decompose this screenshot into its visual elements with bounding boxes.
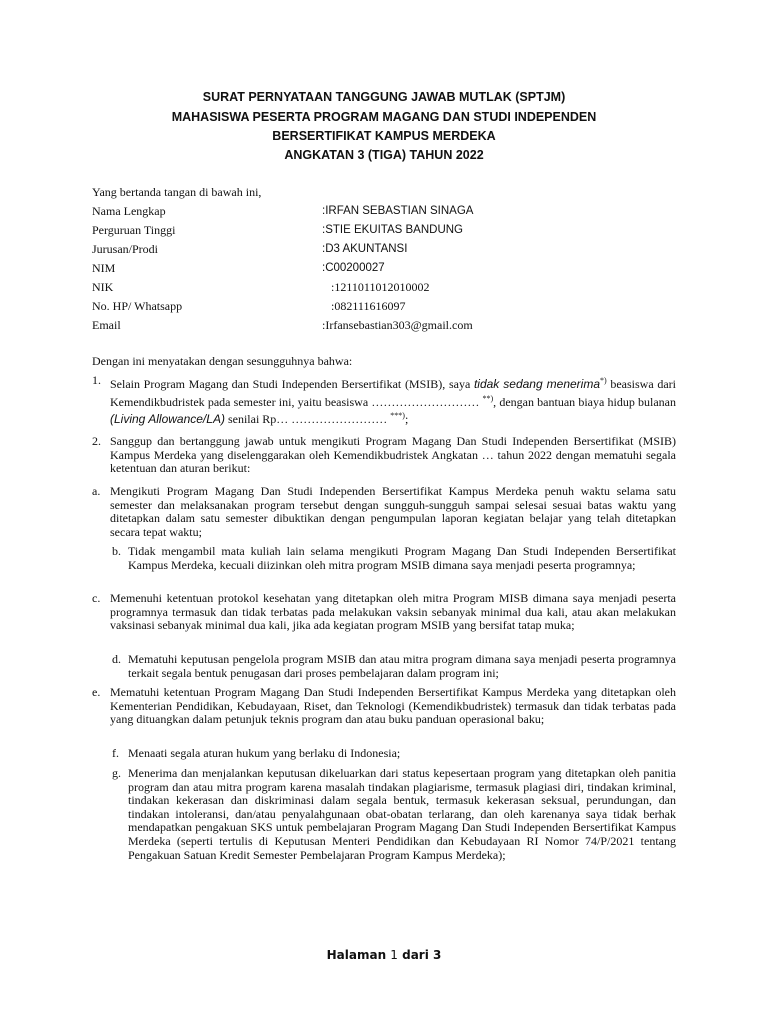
numbered-item-1 <box>92 373 676 427</box>
item-text-italic: (Living Allowance/LA) <box>110 412 225 427</box>
sub-item-marker: e. <box>92 685 101 699</box>
item-text: Sanggup dan bertanggung jawab untuk mengikuti Program Magang Dan Studi Independen Bersertifikat (MSIB) Kampus Merdeka yang diselenggarakan oleh Kemendikbudristek Angkatan … tahun 2022 dengan mematuhi segala ketentuan dan aturan berikut: <box>110 434 676 476</box>
numbered-item-2 <box>92 434 676 476</box>
identity-label: Perguruan Tinggi <box>92 223 176 237</box>
identity-value: :IRFAN SEBASTIAN SINAGA <box>322 205 474 217</box>
identity-label: NIM <box>92 261 116 275</box>
item-marker: 1. <box>92 373 101 387</box>
identity-label: Nama Lengkap <box>92 204 166 218</box>
identity-label: Email <box>92 318 121 332</box>
sub-item-text: Mematuhi ketentuan Program Magang Dan Studi Independen Bersertifikat Kampus Merdeka yang ditetapkan oleh Kementerian Pendidikan, Kebudayaan, Riset, dan Teknologi (Kemendikbudristek) termasuk dan tidak terbatas pada yang dituangkan dalam petunjuk teknis program dan atau buku panduan operasional baku; <box>110 685 676 727</box>
page-footer <box>0 948 768 962</box>
sub-item-marker: a. <box>92 484 101 498</box>
identity-table <box>92 204 692 337</box>
sub-item-text: Menerima dan menjalankan keputusan dikeluarkan dari status kepesertaan program yang ditetapkan oleh panitia program dan atau mitra program karena masalah tindakan plagiarisme, termasuk plagiasi diri, tindakan kriminal, tindakan kekerasan dan diskriminasi dalam segala bentuk, termasuk kekerasan seksual, perundungan, dan tindakan intoleransi, dan/atau penyalahgunaan obat-obatan terlarang, dan oleh karenanya saya tidak berhak mendapatkan pengakuan SKS untuk pembelajaran Program Magang Dan Studi Independen Bersertifikat Kampus Merdeka (seperti tertulis di Keputusan Menteri Pendidikan dan Kebudayaan RI Nomor 74/P/2021 tentang Pengakuan Satuan Kredit Semester Pembelajaran Program Kampus Merdeka); <box>128 766 676 862</box>
identity-row <box>92 280 692 299</box>
sub-item-g <box>112 766 676 862</box>
sub-item-marker: b. <box>112 544 121 558</box>
identity-value: :082111616097 <box>322 299 406 313</box>
footnote-marker: **) <box>482 393 494 403</box>
sub-item-text: Menaati segala aturan hukum yang berlaku di Indonesia; <box>128 746 401 760</box>
sub-item-text: Tidak mengambil mata kuliah lain selama mengikuti Program Magang Dan Studi Independen Bersertifikat Kampus Merdeka, kecuali diizinkan oleh mitra program MSIB dimana saya menjadi peserta programnya; <box>128 544 676 572</box>
sub-item-marker: d. <box>112 652 121 666</box>
item-text: senilai Rp… …………………… <box>224 412 391 427</box>
sub-item-marker: f. <box>112 746 119 760</box>
identity-value: :Irfansebastian303@gmail.com <box>322 318 473 332</box>
identity-value: :C00200027 <box>322 262 385 274</box>
item-text: Selain Program Magang dan Studi Independen Bersertifikat (MSIB), saya <box>110 377 474 391</box>
document-title-line-4: ANGKATAN 3 (TIGA) TAHUN 2022 <box>284 148 484 162</box>
intro-text: Yang bertanda tangan di bawah ini, <box>92 185 262 199</box>
footer-label: dari <box>397 948 434 962</box>
sub-item-e <box>92 685 676 727</box>
identity-row <box>92 299 692 318</box>
identity-row <box>92 261 692 280</box>
footnote-marker: ***) <box>390 411 405 421</box>
footnote-marker: *) <box>600 376 607 385</box>
sub-item-text: Memenuhi ketentuan protokol kesehatan yang ditetapkan oleh mitra Program MISB dimana saya menjadi peserta programnya termasuk dan tidak terbatas pada melakukan vaksin sebanyak minimal dua kali, atau akan melakukan vaksinasi sebanyak minimal dua kali, jika ada kegiatan program MSIB yang bersifat tatap muka; <box>110 591 676 633</box>
footer-total-pages: 3 <box>433 948 442 962</box>
identity-value: :STIE EKUITAS BANDUNG <box>322 224 464 236</box>
identity-label: Jurusan/Prodi <box>92 242 158 256</box>
sub-item-b <box>112 544 676 572</box>
item-marker: 2. <box>92 434 101 448</box>
sub-item-f <box>112 746 676 761</box>
document-title-line-3: BERSERTIFIKAT KAMPUS MERDEKA <box>272 129 496 143</box>
document-title-line-2: MAHASISWA PESERTA PROGRAM MAGANG DAN STUDI INDEPENDEN <box>171 110 597 124</box>
identity-label: No. HP/ Whatsapp <box>92 299 183 313</box>
sub-item-text: Mematuhi keputusan pengelola program MSIB dan atau mitra program dimana saya menjadi peserta programnya terkait segala bentuk penugasan dari proses pembelajaran dalam program ini; <box>128 652 676 680</box>
identity-row <box>92 223 692 242</box>
sub-item-c <box>92 591 676 633</box>
identity-row <box>92 204 692 223</box>
sub-item-marker: g. <box>112 766 121 780</box>
footer-label: Halaman <box>326 948 391 962</box>
item-text: beasiswa dari Kemendikbudristek pada semester ini, yaitu beasiswa ……………………… <box>110 377 676 409</box>
item-text: ; <box>404 412 409 427</box>
sub-item-a <box>92 484 676 539</box>
statement-text: Dengan ini menyatakan dengan sesungguhnya bahwa: <box>92 354 353 368</box>
footer-current-page: 1 <box>390 948 398 962</box>
sub-item-text: Mengikuti Program Magang Dan Studi Independen Bersertifikat Kampus Merdeka penuh waktu selama satu semester dan melaksanakan program tersebut dengan sungguh-sungguh sampai selesai sesuai batas waktu yang ditetapkan dalam satu semester dibuktikan dengan pengumpulan laporan kegiatan belajar yang telah ditetapkan secara tepat waktu; <box>110 484 676 539</box>
identity-row <box>92 242 692 261</box>
sub-item-marker: c. <box>92 591 101 605</box>
identity-row <box>92 318 692 337</box>
identity-value: :D3 AKUNTANSI <box>322 243 408 255</box>
document-title-line-1: SURAT PERNYATAAN TANGGUNG JAWAB MUTLAK (SPTJM) <box>202 90 566 104</box>
identity-value: :1211011012010002 <box>322 280 430 294</box>
identity-label: NIK <box>92 280 114 294</box>
item-text: , dengan bantuan biaya hidup bulanan <box>493 394 676 409</box>
sub-item-d <box>112 652 676 680</box>
item-text-italic: tidak sedang menerima <box>473 377 601 391</box>
